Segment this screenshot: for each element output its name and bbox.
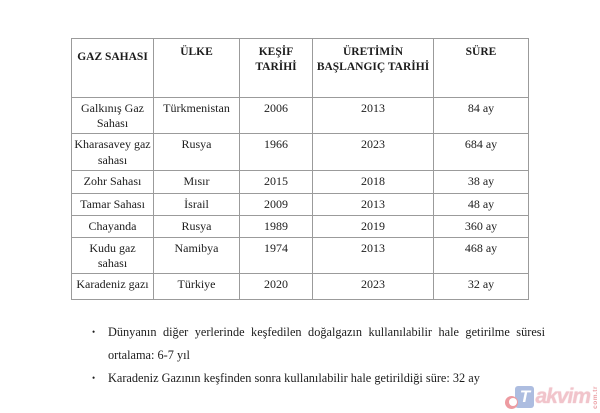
cell-discovery-year: 2006	[240, 98, 313, 134]
cell-field-name: Kudu gaz sahası	[72, 237, 154, 273]
cell-field-name: Karadeniz gazı	[72, 274, 154, 300]
cell-production-start: 2019	[313, 215, 434, 237]
cell-discovery-year: 2015	[240, 171, 313, 194]
note-text-blacksea-duration: Karadeniz Gazının keşfinden sonra kullanılabilir hale getirildiği süre: 32 ay	[108, 371, 480, 386]
table-row	[72, 194, 529, 215]
table-row	[72, 237, 529, 273]
cell-duration: 38 ay	[434, 171, 529, 194]
cell-field-name: Tamar Sahası	[72, 194, 154, 215]
takvim-domain-suffix: com.tr	[592, 385, 599, 409]
bullet-icon: •	[92, 327, 96, 337]
cell-discovery-year: 1974	[240, 237, 313, 273]
cell-country: İsrail	[154, 194, 240, 215]
table-row	[72, 98, 529, 134]
column-header-ulke: ÜLKE	[154, 39, 240, 98]
cell-field-name: Zohr Sahası	[72, 171, 154, 194]
column-header-gaz-sahasi: GAZ SAHASI	[72, 39, 154, 98]
cell-duration: 684 ay	[434, 134, 529, 171]
list-item	[92, 367, 545, 390]
cell-production-start: 2023	[313, 134, 434, 171]
cell-country: Türkiye	[154, 274, 240, 300]
cell-country: Namibya	[154, 237, 240, 273]
cell-production-start: 2013	[313, 98, 434, 134]
list-item	[92, 321, 545, 366]
cell-duration: 48 ay	[434, 194, 529, 215]
cell-discovery-year: 2009	[240, 194, 313, 215]
cell-duration: 32 ay	[434, 274, 529, 300]
column-header-sure: SÜRE	[434, 39, 529, 98]
table-row	[72, 171, 529, 194]
cell-discovery-year: 1989	[240, 215, 313, 237]
table-row	[72, 274, 529, 300]
column-header-kesif-tarihi: KEŞİF TARİHİ	[240, 39, 313, 98]
cell-discovery-year: 2020	[240, 274, 313, 300]
cell-duration: 468 ay	[434, 237, 529, 273]
cell-production-start: 2018	[313, 171, 434, 194]
cell-duration: 84 ay	[434, 98, 529, 134]
cell-production-start: 2013	[313, 194, 434, 215]
cell-field-name: Kharasavey gaz sahası	[72, 134, 154, 171]
cell-discovery-year: 1966	[240, 134, 313, 171]
column-header-uretim-baslangic: ÜRETİMİN BAŞLANGIÇ TARİHİ	[313, 39, 434, 98]
takvim-watermark	[505, 385, 599, 409]
cell-production-start: 2023	[313, 274, 434, 300]
table-row	[72, 215, 529, 237]
gas-fields-table	[71, 38, 529, 300]
cell-country: Türkmenistan	[154, 98, 240, 134]
cell-duration: 360 ay	[434, 215, 529, 237]
table-row	[72, 134, 529, 171]
takvim-logo-t: T	[515, 386, 534, 408]
table-header-row	[72, 39, 529, 98]
cell-country: Rusya	[154, 134, 240, 171]
cell-field-name: Chayanda	[72, 215, 154, 237]
cell-field-name: Galkınış Gaz Sahası	[72, 98, 154, 134]
cell-country: Mısır	[154, 171, 240, 194]
bullet-icon: •	[92, 373, 96, 384]
takvim-logo-text: akvim	[535, 385, 590, 408]
note-text-average-duration: Dünyanın diğer yerlerinde keşfedilen doğalgazın kullanılabilir hale getirilme süresi ortalama: 6-7 yıl	[108, 325, 545, 362]
cell-country: Rusya	[154, 215, 240, 237]
cell-production-start: 2013	[313, 237, 434, 273]
notes-list	[92, 321, 545, 391]
